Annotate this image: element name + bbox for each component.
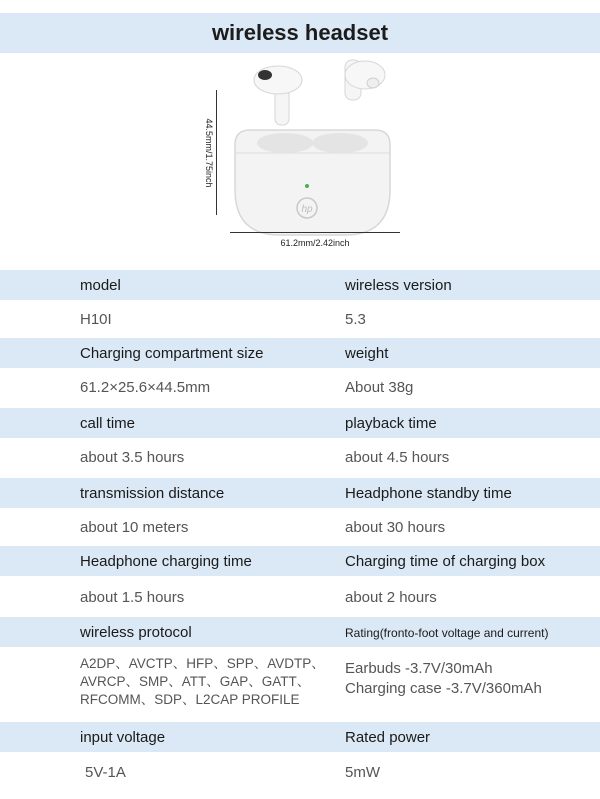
spec-label: model: [80, 277, 121, 294]
spec-header-row: [0, 546, 600, 576]
spec-value-row: [0, 513, 600, 543]
spec-header-row: [0, 617, 600, 647]
spec-value-row: [0, 443, 600, 473]
rating-list: [345, 659, 542, 699]
spec-value: about 30 hours: [345, 519, 446, 536]
spec-value: about 2 hours: [345, 589, 437, 606]
logo-text: hp: [301, 204, 313, 215]
spec-value: 61.2×25.6×44.5mm: [80, 379, 211, 396]
spec-value: about 3.5 hours: [80, 449, 185, 466]
spec-value-row: [0, 583, 600, 613]
spec-value: 5.3: [345, 311, 366, 328]
spec-value: about 4.5 hours: [345, 449, 450, 466]
height-dimension-label: 44.5mm/1.75inch: [204, 118, 214, 188]
left-earbud: [254, 66, 302, 125]
spec-value: about 10 meters: [80, 519, 189, 536]
title-bar: [0, 13, 600, 53]
rating-line: Earbuds -3.7V/30mAh: [345, 660, 493, 677]
spec-label: call time: [80, 415, 136, 432]
spec-value: H10I: [80, 311, 112, 328]
protocol-line: A2DP、AVCTP、HFP、SPP、AVDTP、: [80, 656, 325, 671]
spec-label: transmission distance: [80, 485, 225, 502]
spec-header-row: [0, 270, 600, 300]
spec-value-row: [0, 758, 600, 788]
page-title: wireless headset: [211, 20, 389, 45]
right-earbud: [345, 60, 385, 100]
spec-label: Headphone charging time: [80, 553, 252, 570]
width-dimension-label: 61.2mm/2.42inch: [280, 238, 350, 248]
spec-value-row: [0, 653, 600, 715]
width-dimension-line: [230, 232, 400, 233]
spec-header-row: [0, 722, 600, 752]
spec-label: Charging time of charging box: [345, 553, 546, 570]
led-indicator: [305, 184, 309, 188]
spec-value: 5V-1A: [85, 764, 126, 781]
spec-header-row: [0, 338, 600, 368]
spec-header-row: [0, 478, 600, 508]
protocol-list: [80, 655, 325, 709]
spec-value: About 38g: [345, 379, 414, 396]
rating-line: Charging case -3.7V/360mAh: [345, 680, 542, 697]
spec-value-row: [0, 305, 600, 335]
spec-label: wireless version: [345, 277, 452, 294]
spec-label: input voltage: [80, 729, 166, 746]
protocol-line: RFCOMM、SDP、L2CAP PROFILE: [80, 692, 300, 707]
height-dimension-line: [216, 90, 217, 215]
spec-label: playback time: [345, 415, 437, 432]
spec-label: Rating(fronto-foot voltage and current): [345, 626, 549, 640]
product-image: [195, 55, 405, 255]
protocol-line: AVRCP、SMP、ATT、GAP、GATT、: [80, 674, 311, 689]
spec-label: Charging compartment size: [80, 345, 264, 362]
spec-label: wireless protocol: [80, 624, 192, 641]
spec-value: 5mW: [345, 764, 380, 781]
spec-label: Headphone standby time: [345, 485, 512, 502]
spec-header-row: [0, 408, 600, 438]
spec-value-row: [0, 373, 600, 403]
spec-value: about 1.5 hours: [80, 589, 185, 606]
spec-label: Rated power: [345, 729, 431, 746]
spec-label: weight: [345, 345, 389, 362]
